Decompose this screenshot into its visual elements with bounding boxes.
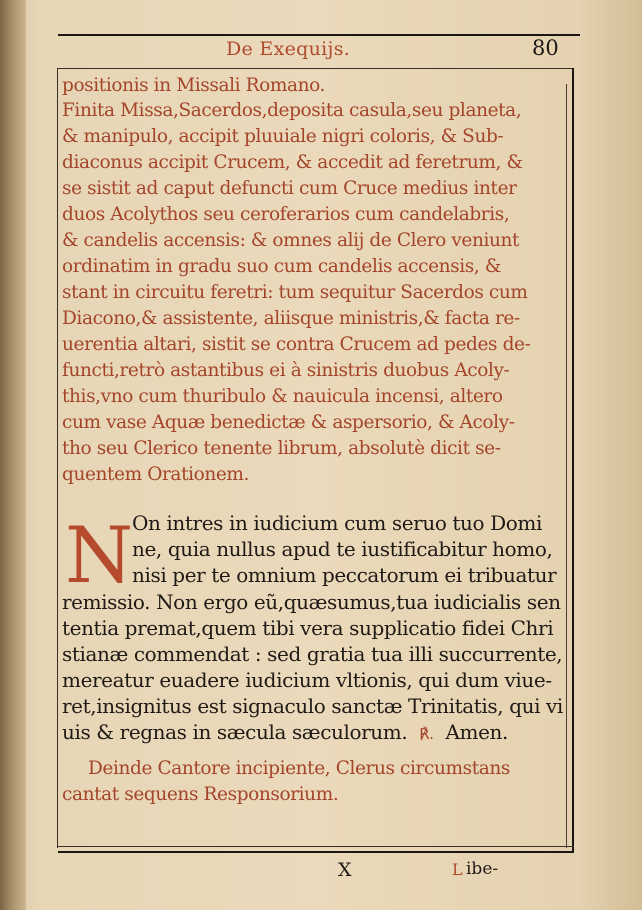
rubric-line: functi,retrò astantibus ei à sinistris duobus Acoly- [62,360,510,381]
prayer-line: On intres in iudicium cum seruo tuo Domi [132,511,542,535]
rubric-line: Diacono,& assistente, aliisque ministris,& facta re- [62,308,520,329]
rubric-line: & candelis accensis: & omnes alij de Clero veniunt [62,230,520,251]
rubric-line: & manipulo, accipit pluuiale nigri coloris, & Sub- [62,126,504,147]
frame-rule-top [58,34,580,36]
prayer-line-last [62,719,508,747]
frame-rule-bottom-inner [58,846,574,847]
frame-rule-bottom [58,851,574,853]
rubric-line: Finita Missa,Sacerdos,deposita casula,seu planeta, [62,100,522,121]
prayer-line-text: uis & regnas in sæcula sæculorum. [62,720,408,744]
closing-rubric-line: Deinde Cantore incipiente, Clerus circumstans [88,758,510,779]
frame-rule-top-inner [58,68,572,69]
rubric-line: this,vno cum thuribulo & nauicula incensi, altero [62,386,503,407]
closing-rubric-line: cantat sequens Responsorium. [62,784,339,805]
rubric-line: quentem Orationem. [62,464,250,485]
catchword-initial: L [452,860,463,879]
prayer-line: nisi per te omnium peccatorum ei tribuatur [132,563,557,587]
rubric-line: positionis in Missali Romano. [62,75,326,96]
frame-rule-left [57,68,58,848]
frame-rule-right [572,68,574,853]
prayer-line: mereatur euadere iudicium vltionis, qui dum viue- [62,668,552,692]
rubric-line: stant in circuitu feretri: tum sequitur Sacerdos cum [62,282,528,303]
running-head: De Exequijs. [226,38,351,60]
prayer-line: ne, quia nullus apud te iustificabitur homo, [132,537,553,561]
frame-rule-right-inner [566,84,567,848]
rubric-line: cum vase Aquæ benedictæ & aspersorio, & Acoly- [62,412,515,433]
book-gutter [0,0,26,910]
prayer-line: remissio. Non ergo eũ,quæsumus,tua iudicialis sen [62,590,561,614]
prayer-line: tentia premat,quem tibi vera supplicatio fidei Chri [62,616,554,640]
amen: Amen. [445,720,508,744]
rubric-line: diaconus accipit Crucem, & accedit ad feretrum, & [62,152,523,173]
rubric-line: duos Acolythos seu ceroferarios cum candelabris, [62,204,510,225]
rubric-line: ordinatim in gradu suo cum candelis accensis, & [62,256,501,277]
drop-cap-initial: N [65,511,134,601]
rubric-line: uerentia altari, sistit se contra Crucem ad pedes de- [62,334,531,355]
prayer-line: stianæ commendat : sed gratia tua illi succurrente, [62,642,563,666]
signature-mark: X [338,859,352,881]
prayer-line: ret,insignitus est signaculo sanctæ Trinitatis, qui vi [62,694,563,718]
page-number: 80 [532,36,559,60]
catchword: ibe- [466,859,499,879]
rubric-line: se sistit ad caput defuncti cum Cruce medius inter [62,178,517,199]
response-mark: ℟. [419,725,434,743]
rubric-line: tho seu Clerico tenente librum, absolutè dicit se- [62,438,501,459]
